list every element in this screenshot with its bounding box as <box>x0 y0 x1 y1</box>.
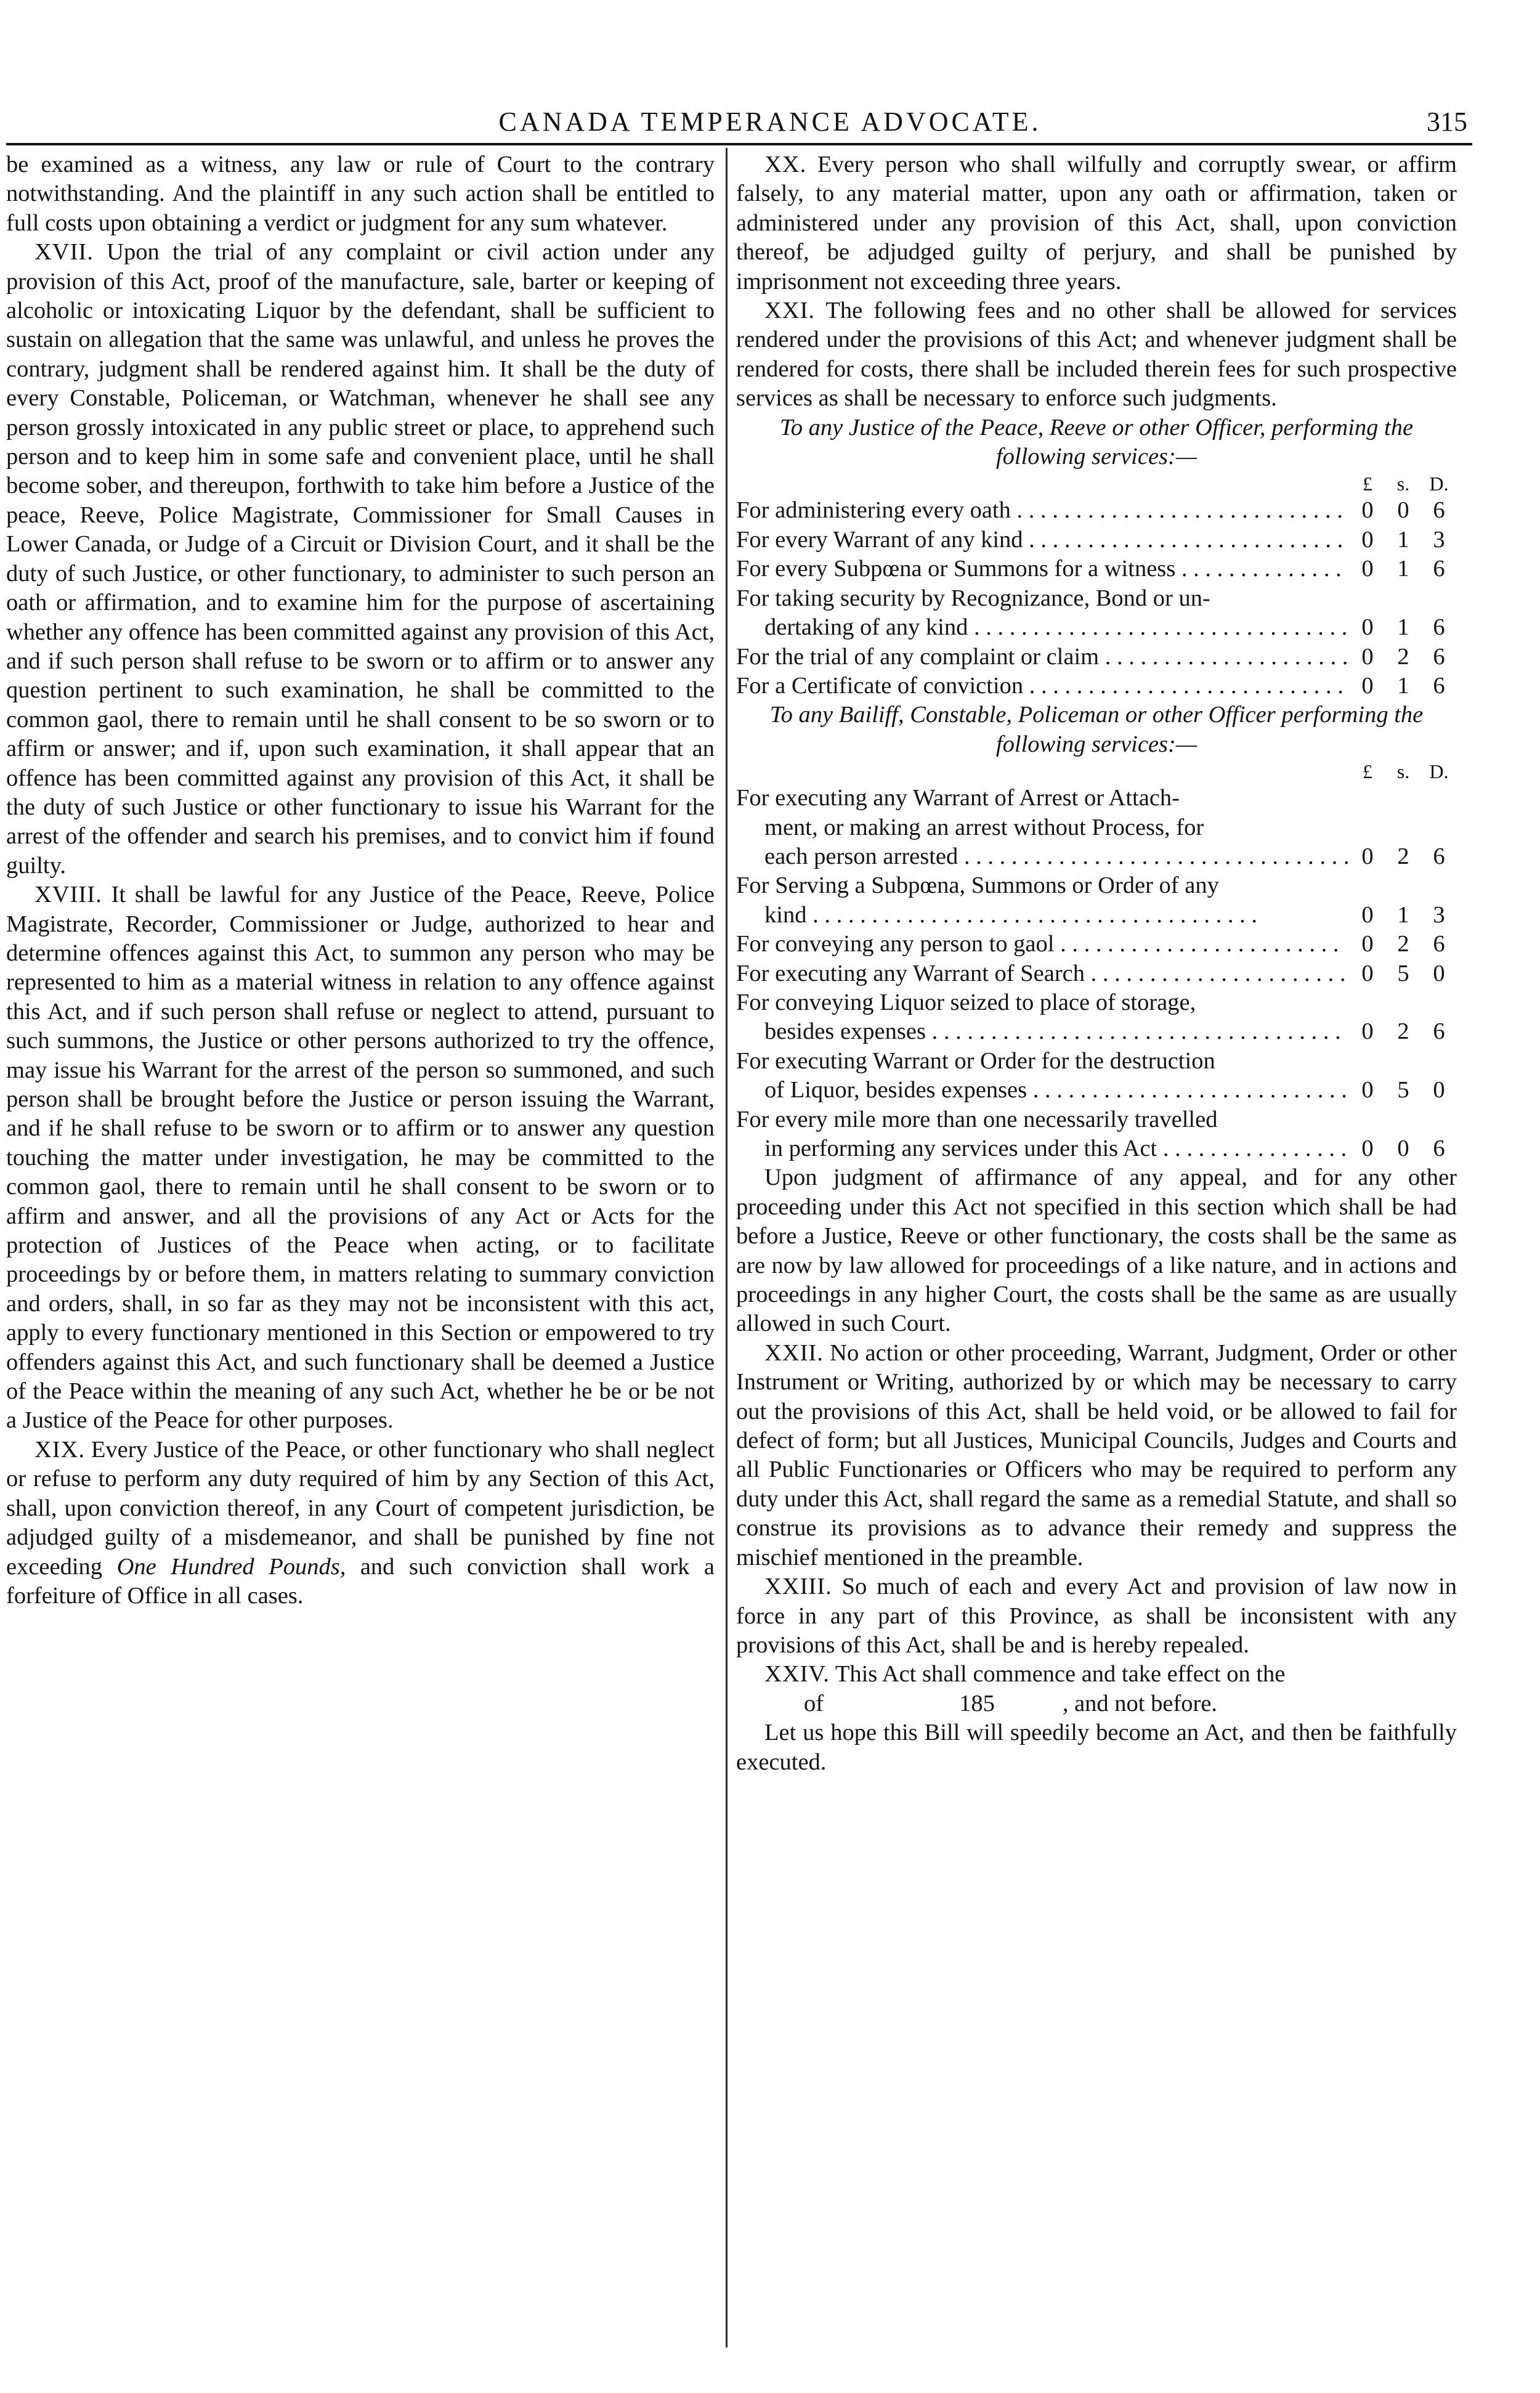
fee-pounds: 0 <box>1361 843 1374 869</box>
fee-row <box>736 584 1457 643</box>
section-19 <box>6 1436 715 1611</box>
fee-shillings: 1 <box>1397 672 1409 699</box>
paragraph-continuation: be examined as a witness, any law or rule of Court to the contrary notwithstanding. And the plaintiff in any such action shall be entitled to full costs upon obtaining a verdict or judgment for any sum whatever. <box>6 152 715 236</box>
fee-description-line: For every Warrant of any kind <box>736 526 1023 553</box>
fee-row <box>736 1105 1457 1164</box>
closing-paragraph: Let us hope this Bill will speedily become an Act, and then be faithfully executed. <box>736 1720 1457 1775</box>
fee-row <box>736 959 1457 988</box>
dot-leader: . . . . . . . . . . . . . . . . . . . . . <box>1099 643 1348 670</box>
shillings-header: s. <box>1396 760 1410 783</box>
column-divider <box>726 148 727 2347</box>
fee-description-line: For executing Warrant or Order for the destruction <box>736 1047 1215 1074</box>
dot-leader: . . . . . . . . . . . . . . . . . . . . . . . . . . . <box>1023 526 1343 553</box>
fee-pence: 6 <box>1433 672 1445 699</box>
fee-description-line: For conveying any person to gaol <box>736 931 1055 957</box>
fee-shillings: 5 <box>1397 960 1409 986</box>
fee-shillings: 1 <box>1397 526 1409 553</box>
fee-row <box>736 555 1457 583</box>
shillings-header: s. <box>1396 473 1410 495</box>
fee-description <box>736 784 1350 871</box>
fee-shillings: 2 <box>1397 643 1409 670</box>
section-24 <box>736 1660 1457 1718</box>
fee-pounds: 0 <box>1361 672 1374 699</box>
section-text: It shall be lawful for any Justice of the Peace, Reeve, Police Magistrate, Recorder, Commissioner or Judge, authorized to hear and determine offences against this Act, to summon any person who may be represented to him as a material witness in relation to any offence against this Act, and if such person shall refuse or neglect to attend, pursuant to such summons, the Justice or other persons authorized to try the offence, may issue his Warrant for the arrest of the person so summoned, and such person shall be brought before the Justice or person issuing the Warrant, and if he shall refuse to be sworn or to affirm or to answer any question touching the matter under investigation, he may be committed to the common gaol, there to remain until he shall consent to be sworn or to affirm and answer, and all the provisions of any Act or Acts for the protection of Justices of the Peace when acting, or to facilitate proceedings by or before them, in matters relating to summary conviction and orders, shall, in so far as they may not be inconsistent with this act, apply to every functionary mentioned in this Section or empowered to try offenders against this Act, and such functionary shall be deemed a Justice of the Peace within the meaning of any such Act, whether he be or be not a Justice of the Peace for other purposes. <box>6 882 715 1434</box>
dot-leader: . . . . . . . . . . . . . . . . . . . . . . . . . . . . . . . . . . . <box>925 1018 1341 1045</box>
fee-pence: 0 <box>1433 1077 1445 1103</box>
fee-pence: 6 <box>1433 843 1445 869</box>
dot-leader: . . . . . . . . . . . . . . . . . . . . . . . . . . . . <box>1010 497 1343 524</box>
fee-pence: 3 <box>1433 901 1445 928</box>
fee-description-line: For administering every oath <box>736 497 1011 524</box>
blank-of: of <box>804 1690 824 1717</box>
section-number: XXIV. <box>764 1661 830 1688</box>
section-number: XIX. <box>34 1436 86 1463</box>
section-22 <box>736 1339 1457 1572</box>
fee-row <box>736 526 1457 555</box>
fee-description-line: For executing any Warrant of Search <box>736 960 1085 986</box>
section-number: XXIII. <box>764 1574 832 1600</box>
fee-row <box>736 988 1457 1047</box>
fee-pounds: 0 <box>1361 614 1374 641</box>
fee-shillings: 1 <box>1397 901 1409 928</box>
fee-description <box>736 555 1350 583</box>
fee-description <box>736 1047 1350 1105</box>
fee-shillings: 2 <box>1397 1018 1409 1045</box>
dot-leader: . . . . . . . . . . . . . . . . <box>1157 1136 1347 1161</box>
section-18 <box>6 880 715 1436</box>
fee-description <box>736 871 1350 930</box>
section-21 <box>736 296 1457 413</box>
fee-row <box>736 784 1457 871</box>
fees-table-header <box>736 759 1457 784</box>
left-column <box>6 150 715 1611</box>
fee-description-line: each person arrested <box>764 843 958 869</box>
fee-description <box>736 584 1350 643</box>
header-rule <box>6 143 1472 145</box>
fee-shillings: 1 <box>1397 556 1409 582</box>
fee-row <box>736 1047 1457 1105</box>
fee-pence: 6 <box>1433 1136 1445 1161</box>
dot-leader: . . . . . . . . . . . . . . <box>1175 556 1342 582</box>
fee-description-line: of Liquor, besides expenses <box>764 1077 1027 1103</box>
pounds-header: £ <box>1363 473 1372 495</box>
appeal-costs-paragraph: Upon judgment of affirmance of any appeal, and for any other proceeding under this Act not specified in this section which shall be had before a Justice, Reeve or other functionary, the costs shall be the same as are now by law allowed for proceedings of a like nature, and in actions and proceedings in any higher Court, the costs shall be the same as are usually allowed in such Court. <box>736 1164 1457 1337</box>
fee-pence: 6 <box>1433 643 1445 670</box>
fee-pounds: 0 <box>1361 1018 1374 1045</box>
fee-pence: 6 <box>1433 497 1445 524</box>
fee-shillings: 2 <box>1397 843 1409 869</box>
fee-shillings: 1 <box>1397 614 1409 641</box>
fee-description <box>736 496 1350 525</box>
fee-pence: 6 <box>1433 556 1445 582</box>
fee-description <box>736 672 1350 701</box>
fee-row <box>736 643 1457 672</box>
page-title: CANADA TEMPERANCE ADVOCATE. <box>498 107 1042 137</box>
fee-description-line: For conveying Liquor seized to place of storage, <box>736 989 1196 1015</box>
section-17 <box>6 238 715 880</box>
fee-description-line: For every mile more than one necessarily travelled <box>736 1106 1218 1132</box>
section-text: , and not before. <box>1062 1690 1218 1717</box>
fee-description <box>736 1105 1350 1164</box>
fee-pence: 3 <box>1433 526 1445 553</box>
fee-pounds: 0 <box>1361 931 1374 957</box>
fee-shillings: 0 <box>1397 497 1409 524</box>
section-number: XVII. <box>34 239 94 266</box>
blank-year: 185 <box>959 1690 995 1717</box>
section-23 <box>736 1572 1457 1660</box>
fee-row <box>736 496 1457 525</box>
fee-pounds: 0 <box>1361 1077 1374 1103</box>
page-number: 315 <box>1427 107 1467 137</box>
section-number: XVIII. <box>34 882 102 908</box>
fee-description-line: For every Subpœna or Summons for a witness <box>736 556 1176 582</box>
section-text: This Act shall commence and take effect on the <box>835 1661 1286 1688</box>
fee-pounds: 0 <box>1361 497 1374 524</box>
dot-leader: . . . . . . . . . . . . . . . . . . . . . . <box>1085 960 1346 986</box>
dot-leader: . . . . . . . . . . . . . . . . . . . . . . . . <box>1054 931 1339 957</box>
fees-table-header <box>736 471 1457 496</box>
dot-leader: . . . . . . . . . . . . . . . . . . . . . . . . . . . . . . . . <box>968 614 1348 641</box>
pounds-header: £ <box>1363 760 1372 783</box>
fee-pounds: 0 <box>1361 960 1374 986</box>
fee-description-line: kind <box>764 901 807 928</box>
fee-pounds: 0 <box>1361 526 1374 553</box>
fee-shillings: 5 <box>1397 1077 1409 1103</box>
fee-description-line: For taking security by Recognizance, Bond or un- <box>736 585 1210 611</box>
fees-bailiff-heading: To any Bailiff, Constable, Policeman or other Officer performing the following services:— <box>769 702 1424 757</box>
section-text: So much of each and every Act and provision of law now in force in any part of this Province, as shall be inconsistent with any provisions of this Act, shall be and is hereby repealed. <box>736 1574 1457 1658</box>
section-text-italic: One Hundred Pounds, <box>116 1553 346 1580</box>
fees-justice-table <box>736 471 1457 701</box>
fee-pounds: 0 <box>1361 556 1374 582</box>
fee-row <box>736 871 1457 930</box>
fee-row <box>736 930 1457 959</box>
fee-description-line: For a Certificate of conviction <box>736 672 1024 699</box>
page-header <box>0 104 1540 140</box>
section-text: Every person who shall wilfully and corruptly swear, or affirm falsely, to any material matter, upon any oath or affirmation, taken or administered under any provision of this Act, shall, upon conviction thereof, be adjudged guilty of perjury, and shall be punished by imprisonment not exceeding three years. <box>736 152 1457 295</box>
fee-description <box>736 930 1350 959</box>
fee-description-line: For executing any Warrant of Arrest or Attach- <box>736 785 1180 811</box>
fee-description-line: For the trial of any complaint or claim <box>736 643 1100 670</box>
fee-pounds: 0 <box>1361 643 1374 670</box>
fee-description <box>736 643 1350 672</box>
pence-header: D. <box>1429 760 1449 783</box>
fee-pence: 6 <box>1433 1018 1445 1045</box>
fee-description <box>736 988 1350 1047</box>
fees-justice-heading: To any Justice of the Peace, Reeve or other Officer, performing the following services:— <box>779 414 1414 470</box>
fee-description-line: ment, or making an arrest without Process, for <box>764 814 1204 840</box>
pence-header: D. <box>1429 473 1449 495</box>
fee-description <box>736 959 1350 988</box>
fee-shillings: 2 <box>1397 931 1409 957</box>
fee-description-line: For Serving a Subpœna, Summons or Order of any <box>736 872 1219 899</box>
fee-pounds: 0 <box>1361 1136 1374 1161</box>
section-text: The following fees and no other shall be allowed for services rendered under the provisions of this Act; and whenever judgment shall be rendered for costs, there shall be included therein fees for such prospective services as shall be necessary to enforce such judgments. <box>736 298 1457 412</box>
section-text: Every Justice of the Peace, or other functionary who shall neglect or refuse to perform any duty required of him by any Section of this Act, shall, upon conviction thereof, in any Court of competent jurisdiction, be adjudged guilty of a misdemeanor, and shall be punished by fine not exceeding <box>6 1436 715 1580</box>
fee-description-line: in performing any services under this Act <box>764 1136 1157 1161</box>
dot-leader: . . . . . . . . . . . . . . . . . . . . . . . . . . . . . . . . . <box>958 843 1350 869</box>
fee-row <box>736 672 1457 701</box>
fee-pence: 0 <box>1433 960 1445 986</box>
section-number: XXII. <box>764 1339 824 1366</box>
section-text: and such conviction shall work a forfeiture of Office in all cases. <box>6 1553 715 1609</box>
dot-leader: . . . . . . . . . . . . . . . . . . . . . . . . . . . . . . . . . . . . . . <box>806 901 1257 928</box>
dot-leader: . . . . . . . . . . . . . . . . . . . . . . . . . . . <box>1023 672 1343 699</box>
fee-shillings: 0 <box>1397 1136 1409 1161</box>
fee-description-line: dertaking of any kind <box>764 614 968 641</box>
right-column <box>736 150 1457 1777</box>
dot-leader: . . . . . . . . . . . . . . . . . . . . . . . . . . . <box>1027 1077 1347 1103</box>
section-text: Upon the trial of any complaint or civil action under any provision of this Act, proof of the manufacture, sale, barter or keeping of alcoholic or intoxicating Liquor by the defendant, shall be sufficient to sustain on allegation that the same was unlawful, and unless he proves the contrary, judgment shall be rendered against him. It shall be the duty of every Constable, Policeman, or Watchman, whenever he shall see any person grossly intoxicated in any public street or place, to apprehend such person and to keep him in some safe and convenient place, until he shall become sober, and thereupon, forthwith to take him before a Justice of the peace, Reeve, Police Magistrate, Commissioner for Small Causes in Lower Canada, or Judge of a Circuit or Division Court, and it shall be the duty of such Justice, or other functionary, to administer to such person an oath or affirmation, and to examine him for the purpose of ascertaining whether any offence has been committed against any provision of this Act, and if such person shall refuse to be sworn or to affirm or to answer any question pertinent to such examination, he shall be committed to the common gaol, there to remain until he shall consent to be so sworn or to affirm or answer; and if, upon such examination, it shall appear that an offence has been committed against any provision of this Act, it shall be the duty of such Justice or other functionary to issue his Warrant for the arrest of the offender and search his premises, and to convict him if found guilty. <box>6 239 715 879</box>
fee-pounds: 0 <box>1361 901 1374 928</box>
fee-description-line: besides expenses <box>764 1018 926 1045</box>
fee-description <box>736 526 1350 555</box>
fee-pence: 6 <box>1433 614 1445 641</box>
section-number: XX. <box>764 152 807 177</box>
section-number: XXI. <box>764 298 816 324</box>
section-text: No action or other proceeding, Warrant, Judgment, Order or other Instrument or Writing, authorized by or which may be necessary to carry out the provisions of this Act, shall be held void, or be allowed to fail for defect of form; but all Justices, Municipal Councils, Judges and Courts and all Public Functionaries or Officers who may be required to perform any duty under this Act, shall regard the same as a remedial Statute, and shall so construe its provisions as to advance their remedy and suppress the mischief mentioned in the preamble. <box>736 1339 1457 1570</box>
fees-bailiff-table <box>736 759 1457 1163</box>
section-20 <box>736 150 1457 296</box>
fee-pence: 6 <box>1433 931 1445 957</box>
